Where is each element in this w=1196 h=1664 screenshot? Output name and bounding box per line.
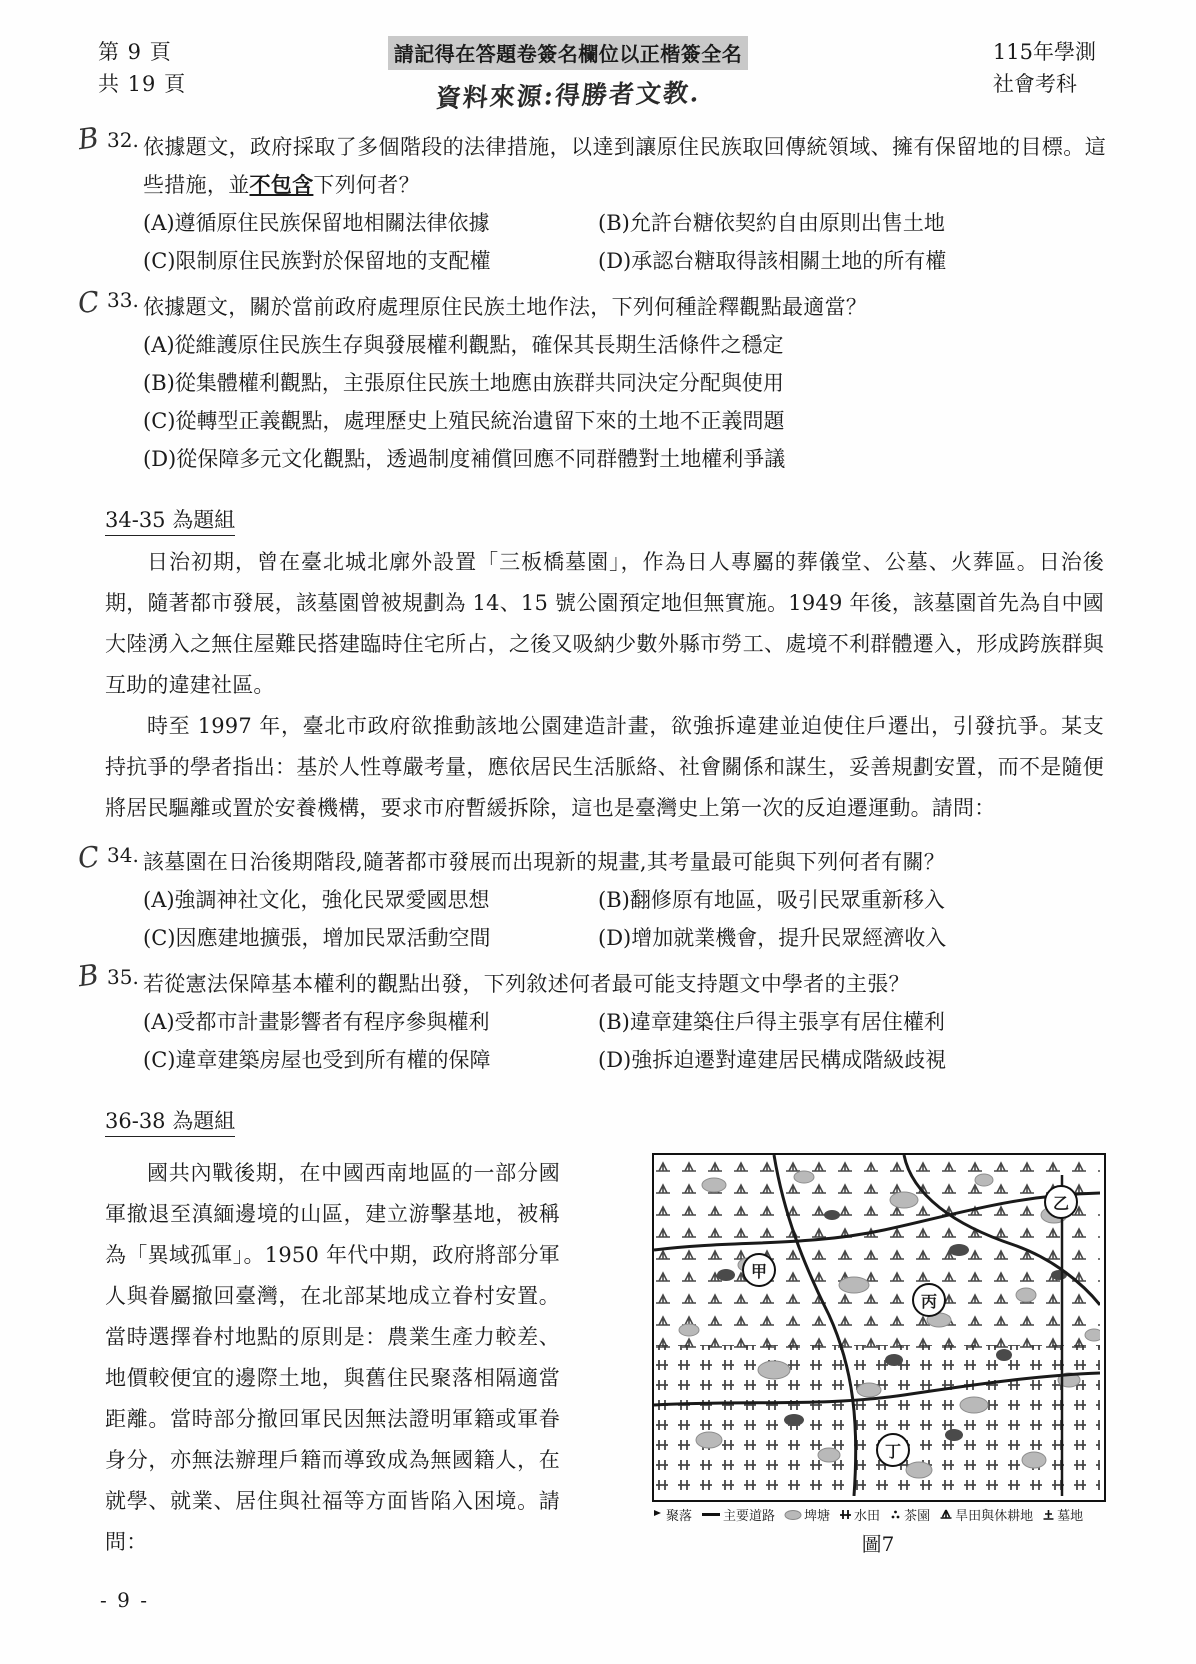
- option-b[interactable]: (B)從集體權利觀點，主張原住民族土地應由族群共同決定分配與使用: [143, 371, 784, 395]
- map-label-bing: 丙: [912, 1283, 946, 1317]
- exam-year: 115年學測: [992, 40, 1096, 64]
- option-a[interactable]: (A)受都市計畫影響者有程序參與權利: [143, 1010, 490, 1034]
- pond-icon: [784, 1508, 802, 1521]
- exam-subject: 社會考科: [992, 72, 1077, 96]
- legend-item-paddy-field: [839, 1505, 880, 1524]
- stem-emphasis: 不包含: [249, 172, 314, 197]
- page-current: 第 9 頁: [98, 40, 172, 64]
- group-heading-36-38: 36-38 為題組: [105, 1105, 235, 1137]
- exam-info-block: [993, 36, 1096, 100]
- handwritten-answer-34: C: [75, 839, 102, 876]
- figure-7: [652, 1153, 1104, 1557]
- option-row: [143, 1003, 1116, 1041]
- map-label-jia: 甲: [742, 1253, 776, 1287]
- page-total: 共 19 頁: [98, 72, 187, 96]
- passage-paragraph-2: 時至 1997 年，臺北市政府欲推動該地公園建造計畫，欲強拆違建並迫使住戶遷出，引發抗爭。某支持抗爭的學者指出：基於人性尊嚴考量，應依居民生活脈絡、社會關係和謀生，妥善規劃安置，而不是隨便將居民驅離或置於安養機構，要求市府暫緩拆除，這也是臺灣史上第一次的反迫遷運動。請問：: [105, 714, 1104, 820]
- legend-item-tea-plantation: [889, 1505, 930, 1524]
- main-road-icon: [701, 1508, 721, 1521]
- option-c[interactable]: (C)從轉型正義觀點，處理歷史上殖民統治遺留下來的土地不正義問題: [143, 409, 785, 433]
- legend-label: 聚落: [666, 1509, 693, 1524]
- passage-paragraph-36-38: 國共內戰後期，在中國西南地區的一部分國軍撤退至滇緬邊境的山區，建立游擊基地，被稱為「異域孤軍」。1950 年代中期，政府將部分軍人與眷屬撤回臺灣，在北部某地成立眷村安置。當時選擇眷村地點的原則是：農業生產力較差、地價較便宜的邊際土地，與舊住民聚落相隔適當距離。當時部分撤回軍民因無法證明軍籍或軍眷身分，亦無法辦理戶籍而導致成為無國籍人，在就學、就業、居住與社福等方面皆陷入困境。請問：: [105, 1161, 560, 1554]
- question-number-33: 33.: [107, 288, 139, 312]
- page-count-block: [98, 36, 186, 100]
- legend-label: 墓地: [1057, 1509, 1084, 1524]
- options-34: [143, 881, 1116, 957]
- legend-label: 茶園: [904, 1509, 931, 1524]
- question-stem-32: [143, 128, 1106, 204]
- legend-label: 旱田與休耕地: [955, 1509, 1034, 1524]
- options-35: [143, 1003, 1116, 1079]
- legend-label: 主要道路: [723, 1509, 776, 1524]
- header-center: [358, 36, 778, 112]
- question-number-34: 34.: [107, 843, 139, 867]
- dry-field-icon: [939, 1508, 953, 1521]
- passage-figure-columns: [0, 1153, 1196, 1563]
- question-stem-33: 依據題文，關於當前政府處理原住民族土地作法，下列何種詮釋觀點最適當？: [143, 295, 868, 319]
- question-34: [0, 839, 1196, 957]
- stem-part-2: 下列何者？: [313, 173, 420, 197]
- signature-reminder-banner: 請記得在答題卷簽名欄位以正楷簽全名: [388, 36, 749, 70]
- group-heading-34-35: 34-35 為題組: [105, 504, 235, 536]
- stem-part-1: 依據題文，政府採取了多個階段的法律措施，以達到讓原住民族取回傳統領域、擁有保留地的目標。這些措施，並: [143, 135, 1106, 197]
- option-row: [143, 881, 1116, 919]
- legend-label: 水田: [854, 1509, 881, 1524]
- handwritten-answer-32: B: [75, 120, 101, 157]
- tea-plantation-icon: [889, 1508, 902, 1521]
- option-row: [143, 242, 1116, 280]
- handwritten-answer-33: C: [75, 284, 102, 321]
- question-number-32: 32.: [107, 128, 139, 152]
- map-image: [652, 1153, 1106, 1502]
- option-c[interactable]: (C)限制原住民族對於保留地的支配權: [143, 249, 491, 273]
- option-b[interactable]: (B)違章建築住戶得主張享有居住權利: [598, 1010, 945, 1034]
- figure-caption: 圖7: [861, 1532, 895, 1556]
- legend-item-pond: [784, 1505, 830, 1524]
- question-33: [0, 284, 1196, 478]
- legend-item-dry-field: [939, 1505, 1033, 1524]
- option-row: [143, 919, 1116, 957]
- legend-item-main-road: [701, 1505, 775, 1524]
- page-content: [0, 120, 1196, 1563]
- options-33: [143, 326, 1116, 478]
- option-d[interactable]: (D)從保障多元文化觀點，透過制度補償回應不同群體對土地權利爭議: [143, 447, 786, 471]
- handwritten-answer-35: B: [75, 957, 101, 994]
- option-d[interactable]: (D)增加就業機會，提升民眾經濟收入: [598, 926, 947, 950]
- question-35: [0, 957, 1196, 1079]
- option-row: [143, 1041, 1116, 1079]
- question-stem-35: 若從憲法保障基本權利的觀點出發，下列敘述何者最可能支持題文中學者的主張？: [143, 972, 910, 996]
- option-b[interactable]: (B)允許台糖依契約自由原則出售土地: [598, 211, 945, 235]
- option-a[interactable]: (A)強調神社文化，強化民眾愛國思想: [143, 888, 490, 912]
- option-b[interactable]: (B)翻修原有地區，吸引民眾重新移入: [598, 888, 945, 912]
- question-32: [0, 120, 1196, 280]
- option-c[interactable]: (C)違章建築房屋也受到所有權的保障: [143, 1048, 491, 1072]
- passage-paragraph-1: 日治初期，曾在臺北城北廓外設置「三板橋墓園」，作為日人專屬的葬儀堂、公墓、火葬區。日治後期，隨著都市發展，該墓園曾被規劃為 14、15 號公園預定地但無實施。1949 年後，該墓園首先為自中國大陸湧入之無住屋難民搭建臨時住宅所占，之後又吸納少數外縣市勞工、處境不利群體遷入，形成跨族群與互助的違建社區。: [105, 550, 1104, 697]
- page-footer-number: - 9 -: [100, 1588, 149, 1612]
- question-stem-34: 該墓園在日治後期階段,隨著都市發展而出現新的規畫,其考量最可能與下列何者有關？: [143, 850, 946, 874]
- map-legend: [652, 1505, 1104, 1524]
- cemetery-icon: [1042, 1508, 1055, 1521]
- legend-item-cemetery: [1042, 1505, 1083, 1524]
- option-d[interactable]: (D)承認台糖取得該相關土地的所有權: [598, 249, 947, 273]
- settlement-icon: [652, 1508, 664, 1521]
- group-heading-36-38-wrap: [0, 1083, 1196, 1143]
- map-label-ding: 丁: [876, 1433, 910, 1467]
- option-a[interactable]: (A)遵循原住民族保留地相關法律依據: [143, 211, 490, 235]
- option-a[interactable]: (A)從維護原住民族生存與發展權利觀點，確保其長期生活條件之穩定: [143, 333, 784, 357]
- legend-item-settlement: [652, 1505, 692, 1524]
- option-row: [143, 204, 1116, 242]
- question-number-35: 35.: [107, 965, 139, 989]
- handwritten-source-note: 資料來源:得勝者文教.: [434, 78, 702, 113]
- legend-label: 埤塘: [804, 1509, 831, 1524]
- map-label-yi: 乙: [1044, 1185, 1078, 1219]
- page-header: [0, 36, 1196, 116]
- group-heading-34-35-wrap: [0, 482, 1196, 542]
- option-d[interactable]: (D)強拆迫遷對違建居民構成階級歧視: [598, 1048, 947, 1072]
- option-c[interactable]: (C)因應建地擴張，增加民眾活動空間: [143, 926, 491, 950]
- paddy-field-icon: [839, 1508, 852, 1521]
- options-32: [143, 204, 1116, 280]
